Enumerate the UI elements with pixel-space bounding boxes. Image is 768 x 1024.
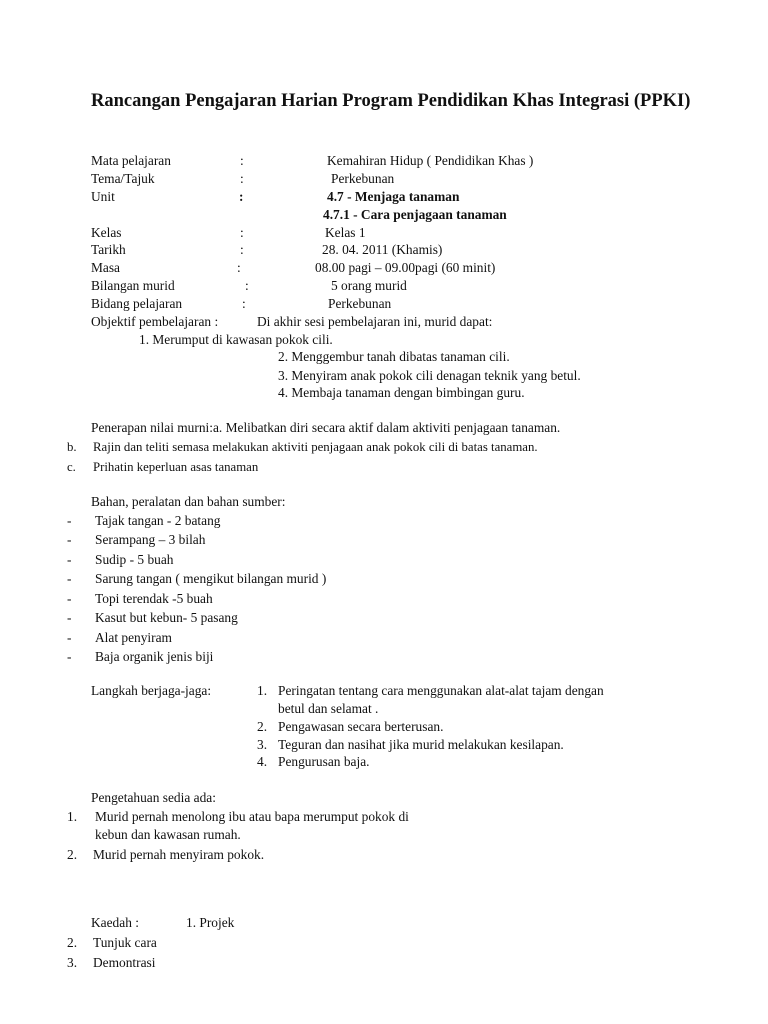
field-colon: :: [240, 225, 244, 240]
prior-knowledge-item-cont: kebun dan kawasan rumah.: [95, 827, 241, 842]
materials-item: Alat penyiram: [95, 630, 172, 645]
field-value: 4.7 - Menjaga tanaman: [327, 189, 460, 204]
list-marker: -: [67, 630, 72, 645]
objective-item: 3. Menyiram anak pokok cili denagan teknik yang betul.: [278, 368, 581, 383]
list-number: 3.: [257, 737, 268, 752]
methods-item: Demontrasi: [93, 955, 156, 970]
precaution-item: Teguran dan nasihat jika murid melakukan kesilapan.: [278, 737, 564, 752]
field-label: Masa: [91, 260, 121, 275]
field-label: Bidang pelajaran: [91, 296, 183, 311]
objectives-intro: Di akhir sesi pembelajaran ini, murid dapat:: [257, 314, 493, 329]
field-label: Kelas: [91, 225, 122, 240]
field-label: Unit: [91, 189, 115, 204]
field-label: Tema/Tajuk: [91, 171, 155, 186]
field-colon: :: [240, 242, 244, 257]
prior-knowledge-item: Murid pernah menyiram pokok.: [93, 847, 265, 862]
list-number: 2.: [67, 935, 78, 950]
materials-item: Tajak tangan - 2 batang: [95, 513, 221, 528]
field-colon: :: [240, 171, 244, 186]
materials-item: Baja organik jenis biji: [95, 649, 214, 664]
list-number: 3.: [67, 955, 78, 970]
field-value: 5 orang murid: [331, 278, 407, 293]
field-colon: :: [239, 189, 244, 204]
list-marker: -: [67, 591, 72, 606]
list-marker: c.: [67, 460, 76, 474]
materials-item: Sudip - 5 buah: [95, 552, 174, 567]
methods-item: Tunjuk cara: [93, 935, 157, 950]
precautions-label: Langkah berjaga-jaga:: [91, 683, 212, 698]
list-number: 1.: [67, 809, 78, 824]
field-label: Mata pelajaran: [91, 153, 171, 168]
list-number: 2.: [67, 847, 78, 862]
field-label: Tarikh: [91, 242, 126, 257]
materials-heading: Bahan, peralatan dan bahan sumber:: [91, 494, 286, 509]
prior-knowledge-item: Murid pernah menolong ibu atau bapa merumput pokok di: [95, 809, 409, 824]
precaution-item: Peringatan tentang cara menggunakan alat-alat tajam dengan: [278, 683, 604, 698]
field-value: Perkebunan: [331, 171, 395, 186]
field-value: 4.7.1 - Cara penjagaan tanaman: [323, 207, 507, 222]
field-label: Bilangan murid: [91, 278, 175, 293]
materials-item: Sarung tangan ( mengikut bilangan murid ): [95, 571, 327, 586]
field-colon: :: [242, 296, 246, 311]
field-value: 08.00 pagi – 09.00pagi (60 minit): [315, 260, 496, 275]
methods-item: 1. Projek: [186, 915, 235, 930]
precaution-item: Pengawasan secara berterusan.: [278, 719, 444, 734]
field-value: 28. 04. 2011 (Khamis): [322, 242, 443, 257]
materials-item: Kasut but kebun- 5 pasang: [95, 610, 238, 625]
field-colon: :: [245, 278, 249, 293]
list-number: 2.: [257, 719, 268, 734]
precaution-item-cont: betul dan selamat .: [278, 701, 379, 716]
list-marker: -: [67, 610, 72, 625]
list-marker: -: [67, 571, 72, 586]
field-value: Kemahiran Hidup ( Pendidikan Khas ): [327, 153, 534, 168]
objective-item: 2. Menggembur tanah dibatas tanaman cili.: [278, 349, 510, 364]
list-marker: -: [67, 513, 72, 528]
list-number: 1.: [257, 683, 268, 698]
field-value: Kelas 1: [325, 225, 366, 240]
field-colon: :: [240, 153, 244, 168]
field-value: Perkebunan: [328, 296, 392, 311]
list-marker: -: [67, 532, 72, 547]
objective-item: 4. Membaja tanaman dengan bimbingan guru.: [278, 385, 525, 400]
list-number: 4.: [257, 754, 268, 769]
precaution-item: Pengurusan baja.: [278, 754, 370, 769]
objectives-label: Objektif pembelajaran :: [91, 314, 219, 329]
list-marker: -: [67, 649, 72, 664]
methods-label: Kaedah :: [91, 915, 139, 930]
objective-item: 1. Merumput di kawasan pokok cili.: [139, 332, 333, 347]
values-item: Prihatin keperluan asas tanaman: [93, 460, 259, 474]
field-colon: :: [237, 260, 241, 275]
prior-knowledge-heading: Pengetahuan sedia ada:: [91, 790, 216, 805]
materials-item: Topi terendak -5 buah: [95, 591, 213, 606]
list-marker: -: [67, 552, 72, 567]
values-item: Rajin dan teliti semasa melakukan aktiviti penjagaan anak pokok cili di batas tanaman.: [93, 440, 538, 454]
materials-item: Serampang – 3 bilah: [95, 532, 206, 547]
values-line: Penerapan nilai murni:a. Melibatkan diri secara aktif dalam aktiviti penjagaan tanaman.: [91, 420, 561, 435]
list-marker: b.: [67, 440, 77, 454]
page-title: Rancangan Pengajaran Harian Program Pendidikan Khas Integrasi (PPKI): [91, 91, 691, 111]
